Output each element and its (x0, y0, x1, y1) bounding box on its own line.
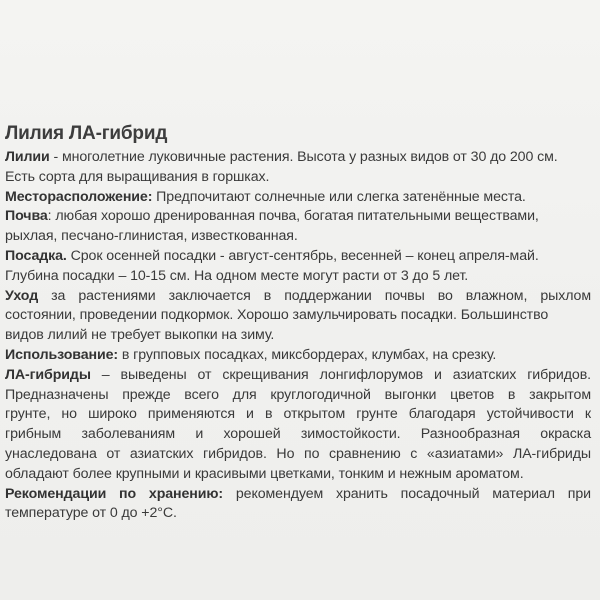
term-usage: Использование: (5, 346, 118, 363)
la-text-1: – выведены от скрещивания лонгифлорумов и азиатских гибридов. (90, 366, 591, 383)
la-line-1 (5, 366, 591, 386)
care-text-1: за растениями заключается в поддержании почвы во влажном, рыхлом (38, 287, 591, 304)
lilies-line-2: Есть сорта для выращивания в горшках. (5, 168, 270, 185)
care-line-2: состоянии, проведении подкормок. Хорошо замульчировать посадки. Большинство (5, 307, 549, 324)
la-line-4: грибным заболеваниям и хорошей зимостойкости. Разнообразная окраска (5, 426, 591, 443)
term-lilies: Лилии (5, 149, 50, 165)
la-line-2: Предназначены прежде всего для круглогодичной выгонки цветов в закрытом (5, 386, 591, 403)
paragraph-location (5, 188, 591, 208)
lilies-text-1: - многолетние луковичные растения. Высота у разных видов от 30 до 200 см. (49, 149, 558, 165)
paragraph-care (5, 287, 591, 346)
paragraph-usage (5, 346, 591, 366)
paragraph-la-hybrids (5, 366, 591, 485)
term-location: Месторасположение: (5, 188, 153, 205)
page-title: Лилия ЛА-гибрид (5, 123, 168, 144)
la-line-6: обладают более крупными и красивыми цветками, тонким и нежным ароматом. (5, 465, 524, 482)
term-planting: Посадка. (5, 247, 67, 264)
paragraph-planting (5, 247, 591, 287)
location-line-1 (5, 188, 591, 208)
lilies-line-1 (5, 148, 591, 168)
paragraph-soil (5, 207, 591, 247)
care-line-1 (5, 287, 591, 307)
term-soil: Почва (5, 208, 48, 225)
storage-line-2: температуре от 0 до +2°С. (5, 505, 177, 522)
usage-line-1 (5, 346, 591, 366)
description-text-block (5, 122, 591, 524)
term-la-hybrids: ЛА-гибриды (5, 366, 91, 383)
paragraph-storage (5, 485, 591, 525)
care-line-3: видов лилий не требует выкопки на зиму. (5, 327, 275, 344)
planting-line-2: Глубина посадки – 10-15 см. На одном месте могут расти от 3 до 5 лет. (5, 267, 469, 284)
soil-text-1: : любая хорошо дренированная почва, богатая питательными веществами, (47, 208, 539, 225)
term-care: Уход (5, 287, 39, 304)
paragraph-lilies (5, 148, 591, 188)
usage-text: в групповых посадках, миксбордерах, клумбах, на срезку. (118, 346, 497, 363)
storage-text-1: рекомендуем хранить посадочный материал при (223, 485, 591, 502)
la-line-5: унаследована от азиатских гибридов. Но по сравнению с «азиатами» ЛА-гибриды (5, 445, 591, 462)
soil-line-2: рыхлая, песчано-глинистая, известкованная. (5, 228, 298, 245)
planting-line-1 (5, 247, 591, 267)
la-line-3: грунте, но широко применяются и в открытом грунте благодаря устойчивости к (5, 406, 591, 423)
planting-text-1: Срок осенней посадки - август-сентябрь, весенней – конец апреля-май. (66, 247, 539, 264)
soil-line-1 (5, 207, 591, 227)
term-storage: Рекомендации по хранению: (5, 485, 224, 502)
location-text: Предпочитают солнечные или слегка затенённые места. (152, 188, 526, 205)
storage-line-1 (5, 485, 591, 505)
